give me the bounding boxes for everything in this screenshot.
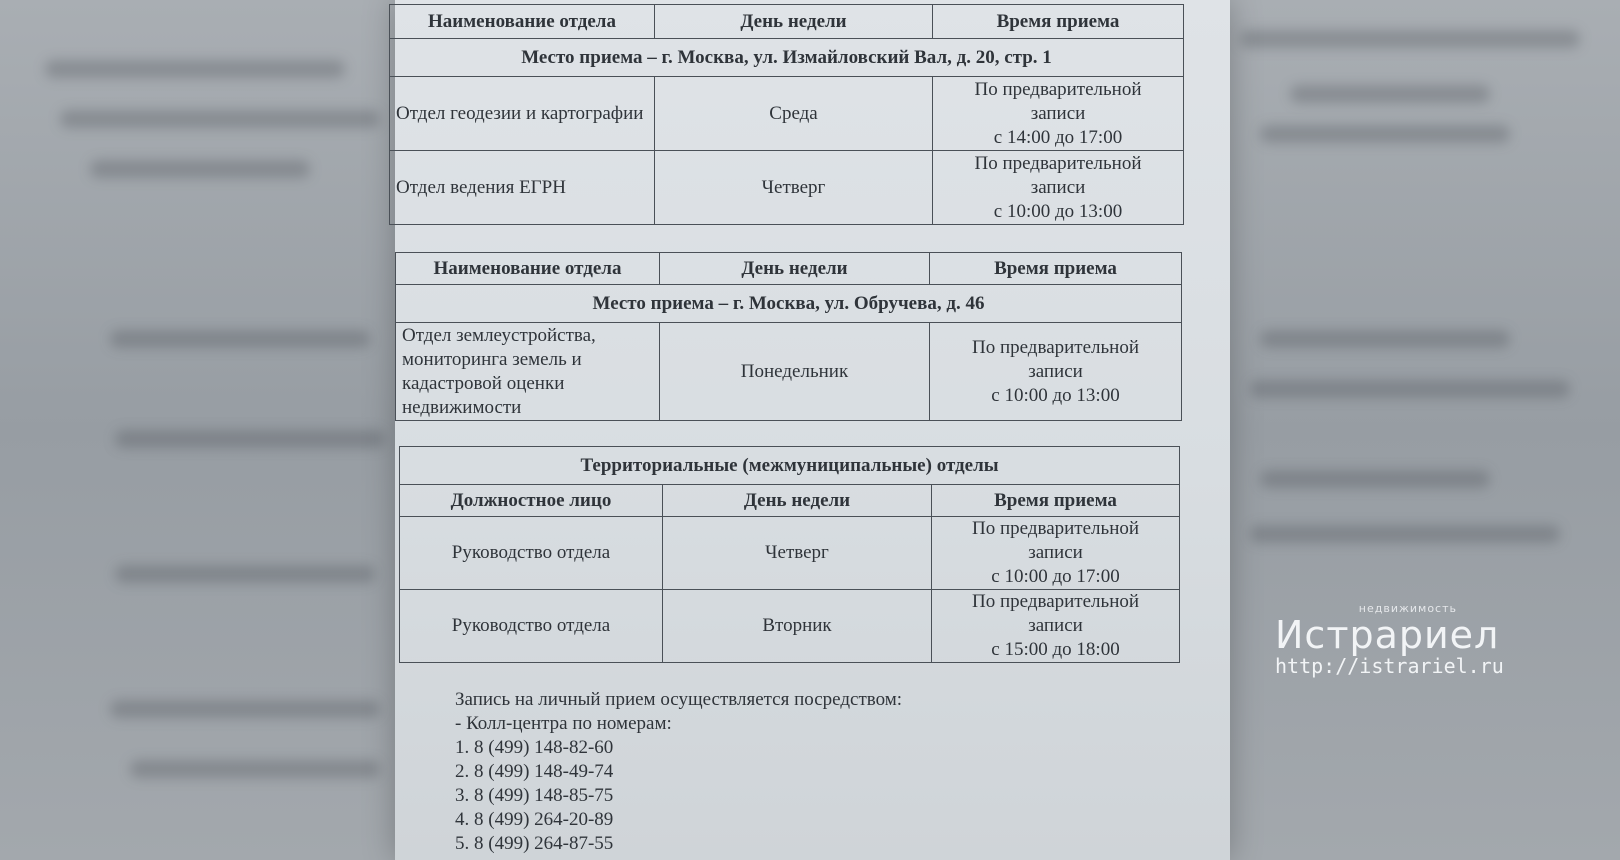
day-cell: Вторник xyxy=(663,590,932,663)
dept-cell: Отдел землеустройства, мониторинга земель и кадастровой оценки недвижимости xyxy=(396,323,660,421)
table-row xyxy=(390,77,1184,151)
blurred-background-right xyxy=(1230,0,1620,860)
header-day: День недели xyxy=(655,5,933,39)
time-cell: По предварительной записи с 10:00 до 13:00 xyxy=(930,323,1182,421)
time-cell: По предварительной записи с 15:00 до 18:00 xyxy=(932,590,1180,663)
callcenter-label: - Колл-центра по номерам: xyxy=(455,713,672,734)
table-row xyxy=(390,151,1184,225)
schedule-table-obrucheva xyxy=(395,252,1182,421)
header-time: Время приема xyxy=(932,485,1180,517)
phone-number: 2. 8 (499) 148-49-74 xyxy=(455,761,614,782)
day-cell: Среда xyxy=(655,77,933,151)
schedule-table-izmailovsky xyxy=(389,4,1184,225)
header-day: День недели xyxy=(660,253,930,285)
day-cell: Понедельник xyxy=(660,323,930,421)
table-row xyxy=(396,323,1182,421)
time-cell: По предварительной записи с 14:00 до 17:00 xyxy=(933,77,1184,151)
schedule-table-territorial xyxy=(399,446,1180,663)
header-day: День недели xyxy=(663,485,932,517)
day-cell: Четверг xyxy=(655,151,933,225)
time-cell: По предварительной записи с 10:00 до 13:00 xyxy=(933,151,1184,225)
time-cell: По предварительной записи с 10:00 до 17:00 xyxy=(932,517,1180,590)
dept-cell: Руководство отдела xyxy=(400,517,663,590)
table-row xyxy=(400,590,1180,663)
blurred-background-left xyxy=(0,0,395,860)
appointment-info xyxy=(455,688,902,856)
table-title: Территориальные (межмуниципальные) отделы xyxy=(400,447,1180,485)
phone-number: 3. 8 (499) 148-85-75 xyxy=(455,785,614,806)
phone-number: 4. 8 (499) 264-20-89 xyxy=(455,809,614,830)
phone-number: 1. 8 (499) 148-82-60 xyxy=(455,737,614,758)
watermark-url: http://istrariel.ru xyxy=(1275,654,1504,678)
location-row: Место приема – г. Москва, ул. Обручева, д. 46 xyxy=(396,285,1182,323)
header-time: Время приема xyxy=(930,253,1182,285)
table-row xyxy=(400,517,1180,590)
dept-cell: Отдел геодезии и картографии xyxy=(390,77,655,151)
watermark-logo xyxy=(1275,602,1504,677)
day-cell: Четверг xyxy=(663,517,932,590)
dept-cell: Отдел ведения ЕГРН xyxy=(390,151,655,225)
phone-number: 5. 8 (499) 264-87-55 xyxy=(455,833,614,854)
watermark-tagline: недвижимость xyxy=(1358,602,1457,615)
header-official: Должностное лицо xyxy=(400,485,663,517)
header-dept: Наименование отдела xyxy=(390,5,655,39)
appointment-intro: Запись на личный прием осуществляется посредством: xyxy=(455,689,903,710)
dept-cell: Руководство отдела xyxy=(400,590,663,663)
location-row: Место приема – г. Москва, ул. Измайловский Вал, д. 20, стр. 1 xyxy=(390,39,1184,77)
header-time: Время приема xyxy=(933,5,1184,39)
header-dept: Наименование отдела xyxy=(396,253,660,285)
watermark-name: Истрариел xyxy=(1275,613,1500,657)
notice-paper xyxy=(395,0,1230,860)
